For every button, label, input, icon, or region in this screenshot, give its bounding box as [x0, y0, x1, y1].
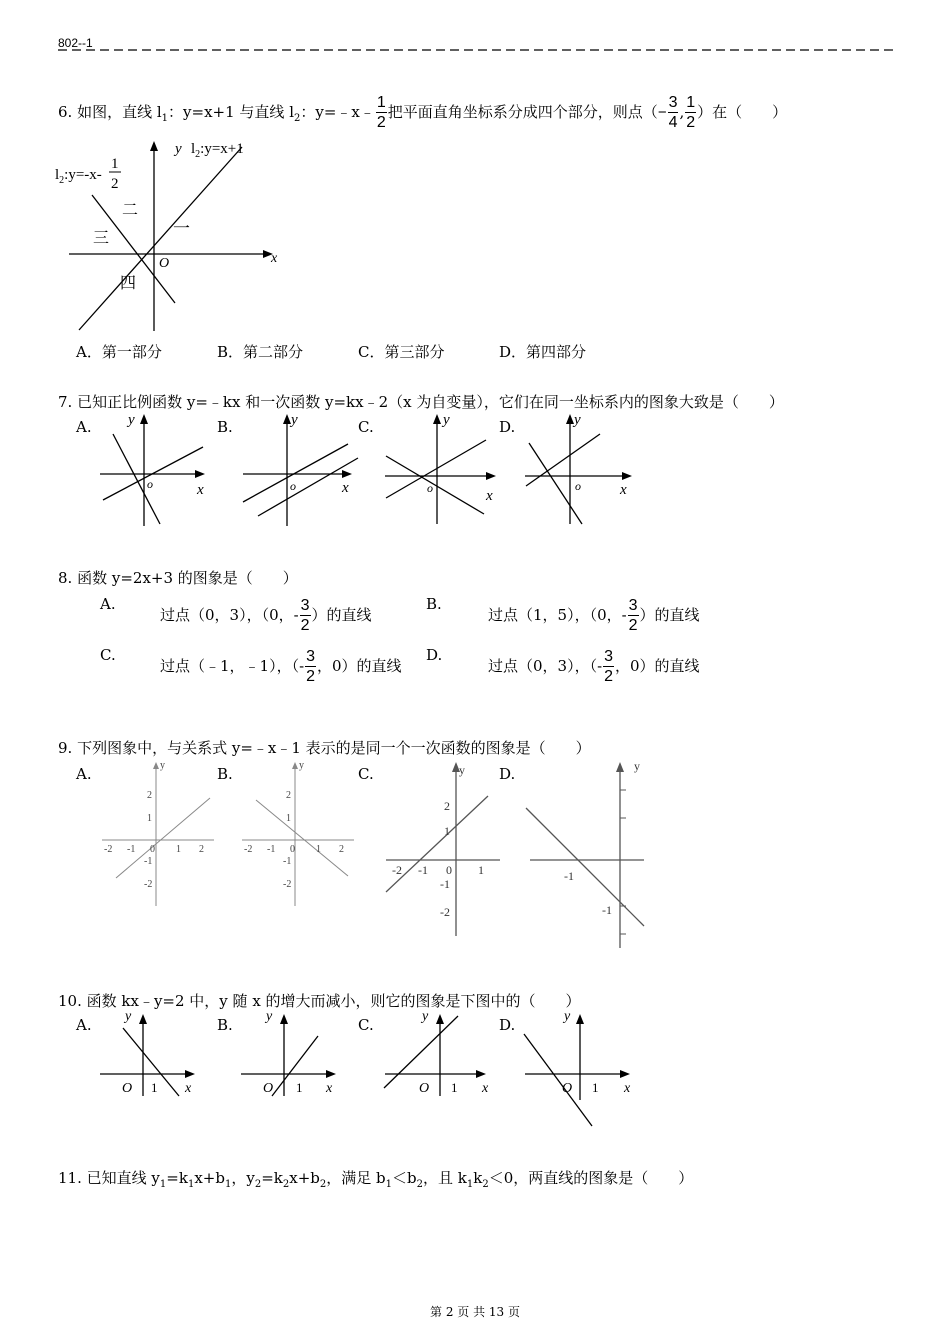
q6-fraction: $\frac{1}{2}$: [376, 94, 386, 131]
svg-text:1: 1: [444, 824, 450, 838]
q6-option-d[interactable]: D．第四部分: [499, 343, 587, 361]
q7-option-d[interactable]: D.: [499, 418, 516, 436]
q9-graph-a: [100, 758, 220, 908]
svg-text:-2: -2: [244, 844, 253, 855]
q10-graph-d: [520, 1008, 640, 1128]
svg-text:-1: -1: [440, 877, 450, 891]
svg-text:1: 1: [176, 844, 181, 855]
header-code: 802--1: [58, 36, 93, 50]
q8-number: 8.: [58, 569, 73, 587]
q6-region-1: 一: [173, 219, 190, 238]
q9-option-b[interactable]: B.: [217, 765, 233, 783]
svg-text:x: x: [486, 488, 493, 504]
q9-stem: 9. 下列图象中，与关系式 y=﹣x﹣1 表示的是同一个一次函数的图象是（ ）: [58, 739, 591, 757]
q8-option-c-text: 过点（﹣1，﹣1），（- $\frac{3}{2}$ ，0）的直线: [160, 648, 402, 685]
svg-text:-1: -1: [127, 844, 136, 855]
svg-text:-1: -1: [564, 869, 574, 883]
svg-text:2: 2: [286, 790, 291, 801]
svg-text:o: o: [290, 479, 296, 493]
q6-point-x: $\frac{3}{4}$: [668, 94, 678, 131]
q6-region-2: 二: [122, 202, 139, 219]
q6-point-y: $\frac{1}{2}$: [686, 94, 696, 131]
q10-number: 10.: [58, 992, 82, 1010]
svg-text:y: y: [459, 763, 465, 777]
svg-text:O: O: [419, 1081, 430, 1096]
svg-text:y: y: [128, 412, 135, 428]
svg-text:o: o: [575, 479, 581, 493]
q9-option-a[interactable]: A.: [76, 765, 92, 783]
q10-graph-a: [95, 1008, 205, 1103]
svg-text:x: x: [342, 480, 349, 496]
q9-option-c[interactable]: C.: [358, 765, 374, 783]
q7-graph-c: [380, 410, 505, 530]
q7-option-c[interactable]: C.: [358, 418, 374, 436]
q9-graph-b: [240, 758, 360, 908]
svg-text:o: o: [427, 481, 433, 495]
q6-y-label: y: [175, 141, 182, 157]
svg-text:x: x: [620, 482, 627, 498]
svg-text:1: 1: [147, 813, 152, 824]
q8-option-a-label[interactable]: A.: [100, 595, 116, 613]
q8-option-d-text: 过点（0，3），（- $\frac{3}{2}$ ，0）的直线: [488, 648, 700, 685]
svg-text:y: y: [291, 412, 298, 428]
svg-text:-1: -1: [283, 856, 292, 867]
page-footer: 第 2 页 共 13 页: [430, 1305, 520, 1319]
q9-number: 9.: [58, 739, 73, 757]
q8-option-d-label[interactable]: D.: [426, 646, 443, 664]
svg-text:y: y: [564, 1009, 571, 1024]
q7-option-b[interactable]: B.: [217, 418, 233, 436]
svg-text:x: x: [326, 1081, 333, 1096]
q6-option-a[interactable]: A．第一部分: [76, 343, 162, 361]
q9-graph-d: [520, 758, 645, 953]
q7-number: 7.: [58, 393, 73, 411]
svg-text:-2: -2: [144, 879, 153, 890]
q10-graph-b: [236, 1008, 346, 1103]
q6-region-4: 四: [120, 275, 137, 292]
svg-text:-2: -2: [440, 905, 450, 919]
q10-graph-c: [380, 1008, 495, 1103]
svg-text:x: x: [185, 1081, 192, 1096]
svg-text:y: y: [125, 1009, 132, 1024]
q6-l2-label: $l_2:y=-x-$: [55, 167, 102, 186]
q10-option-b[interactable]: B.: [217, 1016, 233, 1034]
q7-graph-d: [520, 410, 645, 530]
q6-l1-label: $l_2:y=x+1$: [191, 141, 244, 160]
svg-text:-2: -2: [104, 844, 113, 855]
svg-text:-2: -2: [283, 879, 292, 890]
svg-text:y: y: [160, 760, 165, 771]
q8-option-b-text: 过点（1，5），（0，- $\frac{3}{2}$ ）的直线: [488, 597, 700, 634]
q6-figure: [55, 135, 295, 335]
q6-stem: 6. 如图，直线 $l_1$：y=x+1 与直线 $l_2$：y=﹣x﹣ $\frac{1}{2}$ 把平面直角坐标系分成四个部分，则点（− $\frac{3}{4}$ , $\frac{1}{2}$ ）在（ ）: [58, 94, 788, 131]
q11-number: 11.: [58, 1169, 82, 1187]
q8-option-b-label[interactable]: B.: [426, 595, 442, 613]
svg-text:O: O: [562, 1081, 573, 1096]
svg-text:y: y: [574, 412, 581, 428]
q8-option-a-text: 过点（0，3），（0，- $\frac{3}{2}$ ）的直线: [160, 597, 372, 634]
q9-graph-c: [384, 758, 504, 938]
svg-text:-1: -1: [267, 844, 276, 855]
svg-text:1: 1: [286, 813, 291, 824]
svg-text:1: 1: [478, 863, 484, 877]
q11-stem: 11. 已知直线 $y_1=k_1x+b_1$，$y_2=k_2x+b_2$，满足 $b_1<b_2$，且 $k_1k_2<0$，两直线的图象是（ ）: [58, 1169, 694, 1190]
svg-text:x: x: [197, 482, 204, 498]
svg-text:-1: -1: [418, 863, 428, 877]
svg-text:y: y: [443, 412, 450, 428]
q6-option-b[interactable]: B．第二部分: [217, 343, 304, 361]
svg-text:2: 2: [339, 844, 344, 855]
svg-text:y: y: [266, 1009, 273, 1024]
svg-text:1: 1: [451, 1080, 458, 1095]
q6-x-label: x: [271, 251, 278, 266]
q7-option-a[interactable]: A.: [76, 418, 92, 436]
svg-text:2: 2: [199, 844, 204, 855]
q7-stem: 7. 已知正比例函数 y=﹣kx 和一次函数 y=kx﹣2（x 为自变量），它们在同一坐标系内的图象大致是（ ）: [58, 393, 784, 411]
q6-number: 6.: [58, 103, 73, 121]
svg-text:1: 1: [111, 156, 119, 172]
svg-text:0: 0: [290, 844, 295, 855]
q7-graph-b: [238, 410, 363, 530]
svg-text:0: 0: [446, 863, 452, 877]
header-dashed-rule: [58, 48, 894, 52]
svg-text:2: 2: [444, 799, 450, 813]
q8-stem: 8. 函数 y=2x+3 的图象是（ ）: [58, 569, 298, 587]
svg-text:o: o: [147, 477, 153, 491]
svg-text:x: x: [482, 1081, 489, 1096]
svg-text:-1: -1: [144, 856, 153, 867]
svg-text:-1: -1: [602, 903, 612, 917]
svg-text:2: 2: [147, 790, 152, 801]
svg-text:2: 2: [111, 176, 119, 192]
q6-region-3: 三: [93, 230, 110, 247]
svg-text:1: 1: [296, 1080, 303, 1095]
svg-text:x: x: [624, 1081, 631, 1096]
q9-option-d[interactable]: D.: [499, 765, 516, 783]
svg-text:1: 1: [316, 844, 321, 855]
svg-text:1: 1: [151, 1080, 158, 1095]
q6-origin: O: [159, 256, 170, 271]
q6-option-c[interactable]: C．第三部分: [358, 343, 445, 361]
q7-graph-a: [95, 410, 215, 530]
q10-option-d[interactable]: D.: [499, 1016, 516, 1034]
svg-text:y: y: [299, 760, 304, 771]
svg-text:O: O: [263, 1081, 274, 1096]
q10-option-a[interactable]: A.: [76, 1016, 92, 1034]
svg-text:O: O: [122, 1081, 133, 1096]
q10-stem: 10. 函数 kx﹣y=2 中，y 随 x 的增大而减小，则它的图象是下图中的（ ）: [58, 992, 581, 1010]
svg-text:-2: -2: [392, 863, 402, 877]
svg-text:1: 1: [592, 1080, 599, 1095]
q10-option-c[interactable]: C.: [358, 1016, 374, 1034]
svg-text:y: y: [634, 759, 640, 773]
q8-option-c-label[interactable]: C.: [100, 646, 116, 664]
svg-text:y: y: [422, 1009, 429, 1024]
svg-text:0: 0: [150, 844, 155, 855]
